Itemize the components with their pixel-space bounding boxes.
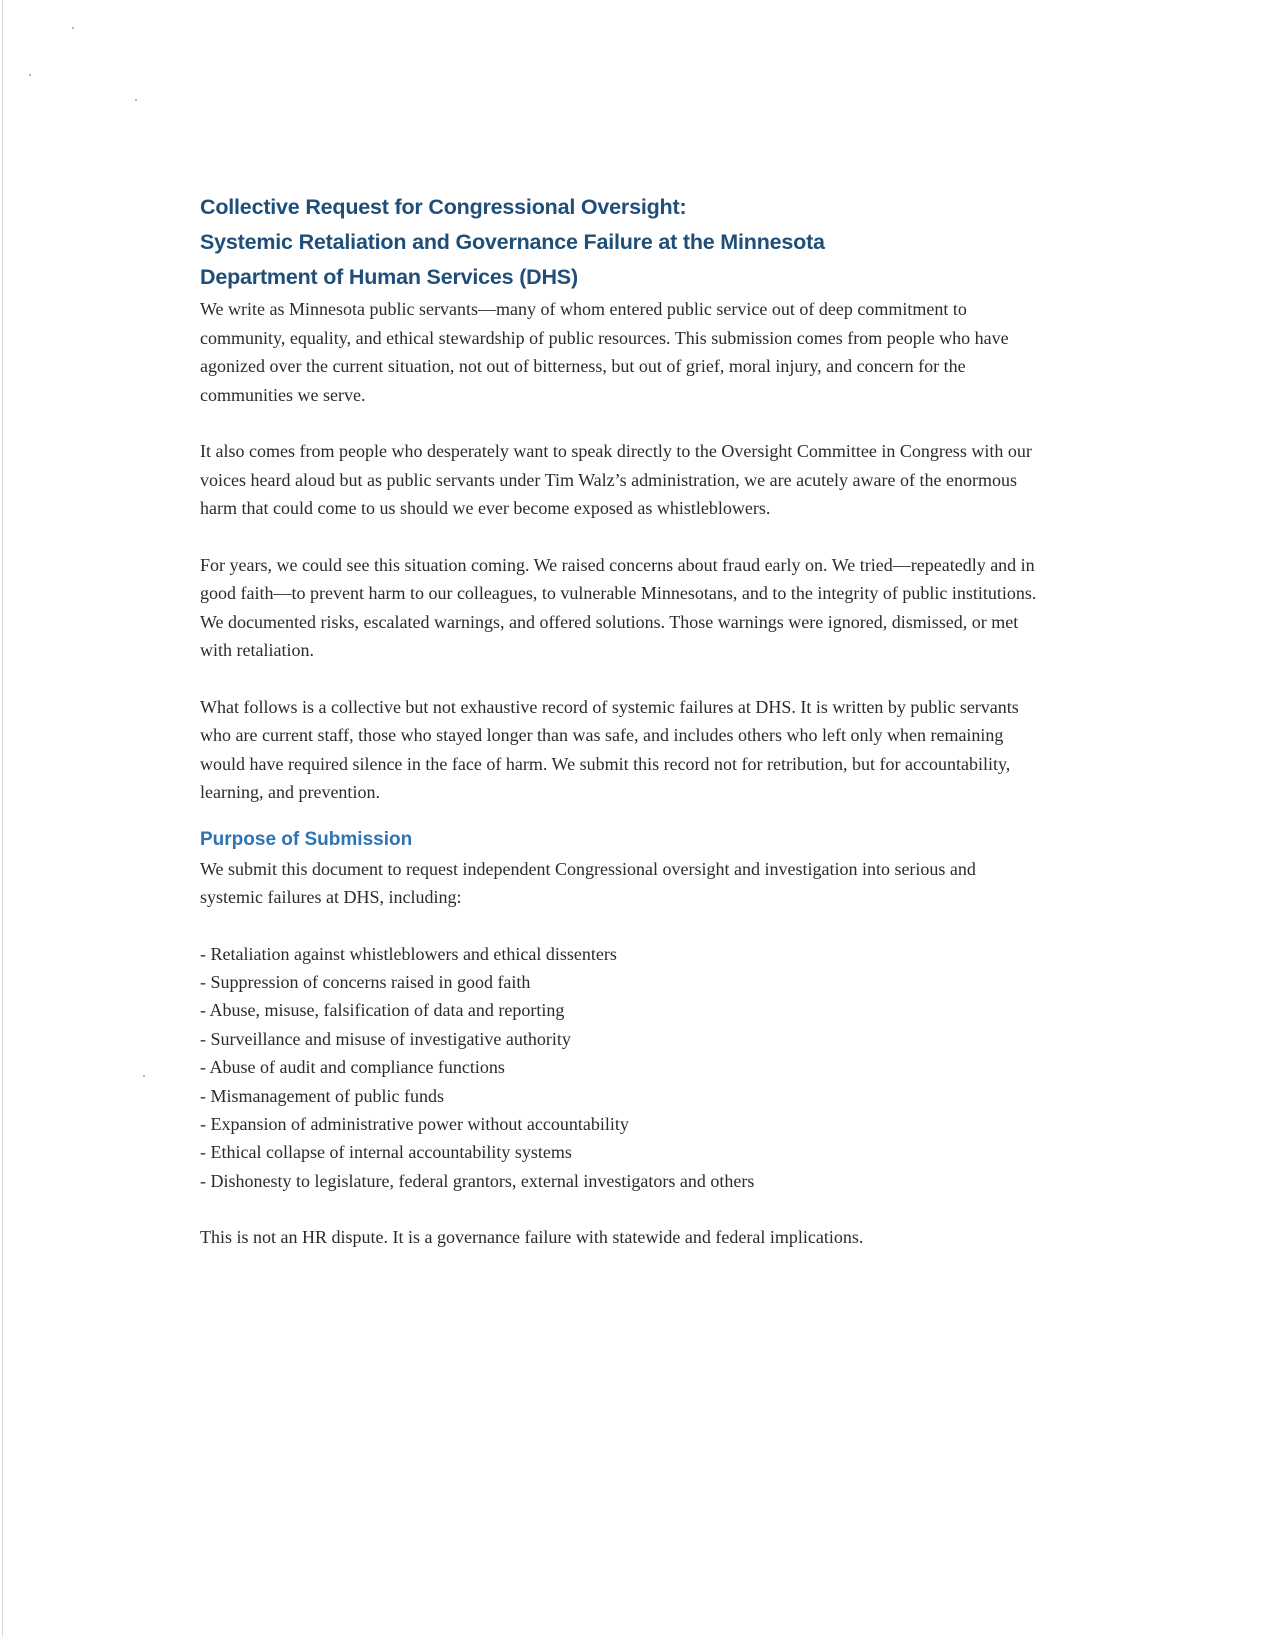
purpose-heading: Purpose of Submission [200,828,413,850]
scan-speck [29,74,31,76]
intro-paragraph-1: We write as Minnesota public servants—many of whom entered public service out of deep commitment to community, equality, and ethical stewardship of public resources. This submission comes from people who have agonized over the current situation, not out of bitterness, but out of grief, moral injury, and concern for the communities we serve. [200,299,1009,405]
list-item: - Suppression of concerns raised in good faith [200,971,531,992]
scan-speck [72,27,74,29]
closing-statement: This is not an HR dispute. It is a governance failure with statewide and federal implications. [200,1227,864,1248]
title-line-1: Collective Request for Congressional Oversight: [200,195,687,219]
list-item: - Ethical collapse of internal accountability systems [200,1142,572,1163]
intro-paragraph-3: For years, we could see this situation coming. We raised concerns about fraud early on. We tried—repeatedly and in good faith—to prevent harm to our colleagues, to vulnerable Minnesotans, and to the integrity of public institutions. We documented risks, escalated warnings, and offered solutions. Those warnings were ignored, dismissed, or met with retaliation. [200,554,1037,660]
scan-speck [143,1075,145,1077]
list-item: - Retaliation against whistleblowers and ethical dissenters [200,943,617,964]
intro-paragraph-4: What follows is a collective but not exhaustive record of systemic failures at DHS. It is written by public servants who are current staff, those who stayed longer than was safe, and includes others who left only when remaining would have required silence in the face of harm. We submit this record not for retribution, but for accountability, learning, and prevention. [200,696,1019,802]
document-title [200,190,1040,295]
document-page [200,190,1040,1252]
scan-edge [2,0,3,1637]
title-line-3: Department of Human Services (DHS) [200,265,578,289]
list-item: - Expansion of administrative power without accountability [200,1113,629,1134]
intro-paragraph-2: It also comes from people who desperately want to speak directly to the Oversight Committee in Congress with our voices heard aloud but as public servants under Tim Walz’s administration, we are acutely aware of the enormous harm that could come to us should we ever become exposed as whistleblowers. [200,441,1032,518]
list-item: - Abuse, misuse, falsification of data and reporting [200,1000,565,1021]
list-item: - Abuse of audit and compliance functions [200,1057,505,1078]
list-item: - Surveillance and misuse of investigative authority [200,1028,571,1049]
purpose-lead: We submit this document to request independent Congressional oversight and investigation into serious and systemic failures at DHS, including: [200,858,976,907]
title-line-2: Systemic Retaliation and Governance Failure at the Minnesota [200,230,825,254]
list-item: - Mismanagement of public funds [200,1085,444,1106]
scan-speck [135,99,137,101]
list-item: - Dishonesty to legislature, federal grantors, external investigators and others [200,1170,755,1191]
failures-list [200,940,1040,1196]
